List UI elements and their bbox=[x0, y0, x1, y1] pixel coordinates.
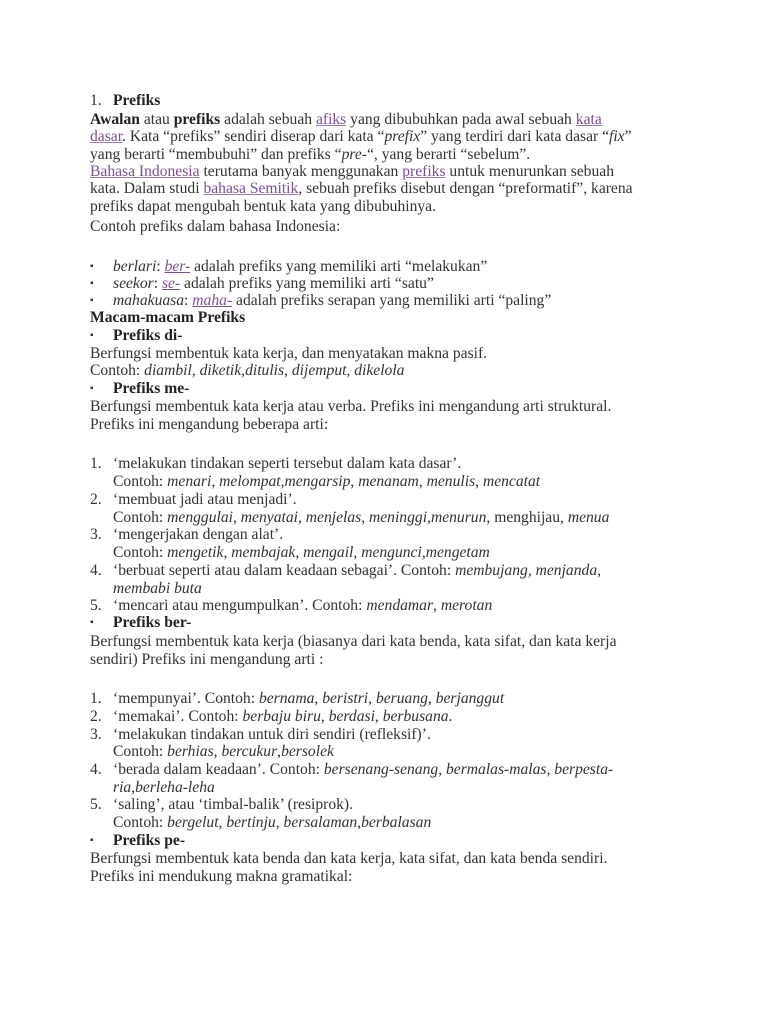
list-number: 2. bbox=[90, 708, 102, 725]
italic-text: berlari bbox=[113, 258, 157, 275]
text: atau bbox=[139, 111, 174, 128]
italic-text: dijemput bbox=[291, 362, 347, 379]
text-line bbox=[113, 814, 431, 832]
list-item bbox=[113, 526, 283, 544]
italic-text: berdasi bbox=[328, 708, 375, 725]
text: yang berarti “membubuhi” dan prefiks “ bbox=[90, 146, 342, 163]
text: , bbox=[433, 597, 441, 614]
text-line bbox=[90, 416, 328, 434]
italic-text: mencatat bbox=[482, 473, 541, 490]
text: . Kata “prefiks” sendiri diserap dari kata “ bbox=[122, 128, 385, 145]
list-number: 3. bbox=[90, 526, 102, 543]
text-line bbox=[90, 850, 607, 868]
bold-text: Awalan bbox=[90, 111, 140, 128]
text: ‘mencari atau mengumpulkan’. Contoh: bbox=[113, 597, 367, 614]
list-item bbox=[113, 708, 452, 726]
list-item bbox=[113, 761, 613, 779]
text-line bbox=[90, 868, 352, 886]
text: , bbox=[211, 473, 220, 490]
italic-text: beruang bbox=[375, 690, 428, 707]
text: , bbox=[275, 814, 284, 831]
link[interactable]: kata bbox=[575, 111, 602, 128]
text: yang dibubuhkan pada awal sebuah bbox=[346, 111, 576, 128]
text: ” bbox=[624, 128, 632, 145]
text-line bbox=[113, 509, 609, 527]
text: : bbox=[156, 258, 165, 275]
italic-text: berjanggut bbox=[435, 690, 505, 707]
italic-text: menggulai bbox=[167, 509, 233, 526]
italic-text: mengetam bbox=[425, 544, 490, 561]
italic-text: merotan bbox=[440, 597, 493, 614]
text: , bbox=[295, 544, 304, 561]
text: : bbox=[184, 292, 193, 309]
bullet-icon: ▪ bbox=[90, 330, 94, 341]
italic-text: mahakuasa bbox=[113, 292, 185, 309]
text: Contoh: bbox=[113, 544, 168, 561]
text: adalah sebuah bbox=[220, 111, 316, 128]
list-item bbox=[113, 327, 182, 345]
italic-text: berhias bbox=[167, 743, 214, 760]
text: Contoh: bbox=[113, 814, 168, 831]
bold-text: Macam-macam Prefiks bbox=[90, 309, 246, 326]
text: , bbox=[357, 814, 362, 831]
italic-text: fix bbox=[609, 128, 625, 145]
list-number: 4. bbox=[90, 761, 102, 778]
text: ‘mengerjakan dengan alat’. bbox=[113, 526, 284, 543]
text: , bbox=[353, 544, 362, 561]
italic-text: bermalas-malas bbox=[446, 761, 547, 778]
list-number: 4. bbox=[90, 562, 102, 579]
link[interactable]: bahasa Semitik bbox=[203, 180, 299, 197]
list-item bbox=[113, 92, 160, 110]
italic-text: diketik bbox=[199, 362, 242, 379]
text: Contoh: bbox=[113, 509, 168, 526]
text: , sebuah prefiks disebut dengan “preformatif”, karena bbox=[298, 180, 633, 197]
text: . bbox=[448, 708, 453, 725]
italic-text: membujang, menjanda, bbox=[455, 562, 602, 579]
text: , bbox=[280, 473, 285, 490]
italic-text: meninggi bbox=[369, 509, 428, 526]
italic-text: bersolek bbox=[281, 743, 334, 760]
text-line bbox=[90, 633, 617, 651]
list-item bbox=[113, 726, 431, 744]
text: prefiks dapat mengubah bentuk kata yang dibubuhinya. bbox=[90, 198, 437, 215]
italic-text: menua bbox=[567, 509, 610, 526]
italic-text: prefix bbox=[384, 128, 421, 145]
italic-text: membajak bbox=[231, 544, 296, 561]
text: Contoh prefiks dalam bahasa Indonesia: bbox=[90, 218, 341, 235]
text: , bbox=[438, 761, 446, 778]
text: terutama banyak menggunakan bbox=[199, 163, 403, 180]
link[interactable]: se- bbox=[161, 275, 181, 292]
text: , bbox=[131, 779, 136, 796]
list-number: 1. bbox=[90, 690, 102, 707]
italic-text: ditulis bbox=[245, 362, 285, 379]
text: ” yang terdiri dari kata dasar “ bbox=[420, 128, 609, 145]
text: , bbox=[241, 362, 246, 379]
text: ‘membuat jadi atau menjadi’. bbox=[113, 491, 297, 508]
text: “, yang berarti “sebelum”. bbox=[366, 146, 531, 163]
bullet-icon: ▪ bbox=[90, 295, 94, 306]
bold-text: prefiks bbox=[173, 111, 221, 128]
text: Berfungsi membentuk kata kerja, dan menyatakan makna pasif. bbox=[90, 345, 488, 362]
italic-text: berbusana bbox=[382, 708, 449, 725]
text: , bbox=[277, 743, 282, 760]
text-line bbox=[90, 180, 633, 198]
text: adalah prefiks serapan yang memiliki arti “paling” bbox=[232, 292, 552, 309]
text: , bbox=[475, 473, 483, 490]
text: , bbox=[213, 743, 222, 760]
text-line bbox=[90, 111, 602, 129]
text: , bbox=[218, 814, 227, 831]
list-number: 5. bbox=[90, 597, 102, 614]
text-line bbox=[90, 146, 530, 164]
text: ‘berbuat seperti atau dalam keadaan sebagai’. Contoh: bbox=[113, 562, 456, 579]
list-item bbox=[113, 614, 191, 632]
text: , bbox=[284, 362, 292, 379]
bold-text: Prefiks me- bbox=[113, 380, 190, 397]
text: , bbox=[350, 473, 359, 490]
italic-text: bernama bbox=[258, 690, 315, 707]
italic-text: diambil bbox=[144, 362, 192, 379]
text: , bbox=[374, 708, 383, 725]
text: , bbox=[368, 690, 376, 707]
text: Contoh: bbox=[113, 473, 168, 490]
text: adalah prefiks yang memiliki arti “melakukan” bbox=[190, 258, 488, 275]
italic-text: mengunci bbox=[361, 544, 422, 561]
italic-text: mengetik bbox=[167, 544, 224, 561]
list-number: 2. bbox=[90, 491, 102, 508]
text: Contoh: bbox=[90, 362, 145, 379]
text: , bbox=[421, 544, 426, 561]
text: ‘berada dalam keadaan’. Contoh: bbox=[113, 761, 324, 778]
text-line bbox=[90, 651, 323, 669]
italic-text: berbalasan bbox=[361, 814, 432, 831]
text: Berfungsi membentuk kata kerja atau verba. Prefiks ini mengandung arti struktural. bbox=[90, 398, 612, 415]
link[interactable]: prefiks bbox=[402, 163, 446, 180]
bold-text: Prefiks di- bbox=[113, 327, 183, 344]
text-line bbox=[113, 779, 215, 797]
text: Prefiks ini mengandung beberapa arti: bbox=[90, 416, 329, 433]
text: , bbox=[427, 509, 431, 526]
italic-text: bertinju bbox=[226, 814, 276, 831]
italic-text: menjelas bbox=[305, 509, 362, 526]
italic-text: mengarsip bbox=[284, 473, 351, 490]
italic-text: menari bbox=[167, 473, 212, 490]
list-number: 5. bbox=[90, 796, 102, 813]
text: , bbox=[223, 544, 232, 561]
text: , bbox=[546, 761, 555, 778]
text: Prefiks ini mendukung makna gramatikal: bbox=[90, 868, 353, 885]
text: , bbox=[314, 690, 323, 707]
text-line bbox=[90, 128, 632, 146]
bullet-icon: ▪ bbox=[90, 278, 94, 289]
link[interactable]: afiks bbox=[315, 111, 347, 128]
italic-text: melompat bbox=[219, 473, 281, 490]
text: ‘saling’, atau ‘timbal-balik’ (resiprok). bbox=[113, 796, 354, 813]
bullet-icon: ▪ bbox=[90, 835, 94, 846]
bold-text: Prefiks bbox=[113, 92, 161, 109]
link[interactable]: ber- bbox=[164, 258, 191, 275]
italic-text: menurun bbox=[430, 509, 487, 526]
list-item bbox=[113, 292, 551, 310]
link[interactable]: maha- bbox=[192, 292, 233, 309]
list-item bbox=[113, 562, 601, 580]
text-line bbox=[90, 218, 340, 236]
italic-text: menulis bbox=[426, 473, 476, 490]
text-line bbox=[90, 362, 404, 380]
text-line bbox=[113, 473, 540, 491]
text: Berfungsi membentuk kata kerja (biasanya dari kata benda, kata sifat, dan kata kerja bbox=[90, 633, 617, 650]
text-line bbox=[90, 345, 487, 363]
text: , bbox=[233, 509, 241, 526]
bullet-icon: ▪ bbox=[90, 617, 94, 628]
italic-text: dikelola bbox=[354, 362, 405, 379]
list-item bbox=[113, 380, 189, 398]
list-item bbox=[113, 275, 434, 293]
text-line bbox=[113, 544, 490, 562]
italic-text: bergelut bbox=[167, 814, 219, 831]
bullet-icon: ▪ bbox=[90, 261, 94, 272]
text: adalah prefiks yang memiliki arti “satu” bbox=[180, 275, 434, 292]
text: ‘melakukan tindakan seperti tersebut dalam kata dasar’. bbox=[113, 455, 462, 472]
bullet-icon: ▪ bbox=[90, 383, 94, 394]
text: , bbox=[297, 509, 306, 526]
text-line bbox=[90, 163, 614, 181]
text: , bbox=[320, 708, 329, 725]
list-item bbox=[113, 455, 461, 473]
text-line bbox=[90, 309, 245, 327]
text: ‘melakukan tindakan untuk diri sendiri (refleksif)’. bbox=[113, 726, 431, 743]
list-item bbox=[113, 796, 353, 814]
bold-text: Prefiks pe- bbox=[113, 832, 186, 849]
italic-text: mendamar bbox=[366, 597, 434, 614]
italic-text: ria bbox=[113, 779, 132, 796]
list-item bbox=[113, 491, 297, 509]
text-line bbox=[113, 580, 202, 598]
list-number: 1. bbox=[90, 92, 102, 109]
italic-text: beristri bbox=[322, 690, 369, 707]
list-item bbox=[113, 258, 487, 276]
italic-text: menyatai bbox=[240, 509, 298, 526]
italic-text: berleha-leha bbox=[135, 779, 215, 796]
text: kata. Dalam studi bbox=[90, 180, 204, 197]
text-line bbox=[113, 743, 334, 761]
italic-text: bersalaman bbox=[283, 814, 358, 831]
italic-text: seekor bbox=[113, 275, 154, 292]
text-line bbox=[90, 398, 611, 416]
italic-text: mengail bbox=[303, 544, 354, 561]
text: untuk menurunkan sebuah bbox=[445, 163, 614, 180]
italic-text: bercukur bbox=[221, 743, 278, 760]
list-number: 3. bbox=[90, 726, 102, 743]
list-item bbox=[113, 597, 492, 615]
italic-text: membabi buta bbox=[113, 580, 202, 597]
text: , menghijau, bbox=[486, 509, 568, 526]
italic-text: bersenang-senang bbox=[323, 761, 439, 778]
list-item bbox=[113, 832, 185, 850]
text: ‘mempunyai’. Contoh: bbox=[113, 690, 259, 707]
text: , bbox=[346, 362, 355, 379]
link[interactable]: Bahasa Indonesia bbox=[90, 163, 200, 180]
text-line bbox=[90, 198, 436, 216]
text: Contoh: bbox=[113, 743, 168, 760]
italic-text: berbaju biru bbox=[242, 708, 321, 725]
text: , bbox=[191, 362, 200, 379]
italic-text: menanam bbox=[358, 473, 419, 490]
bold-text: Prefiks ber- bbox=[113, 614, 192, 631]
text: , bbox=[427, 690, 436, 707]
text: sendiri) Prefiks ini mengandung arti : bbox=[90, 651, 324, 668]
italic-text: pre- bbox=[341, 146, 367, 163]
list-number: 1. bbox=[90, 455, 102, 472]
text: , bbox=[361, 509, 369, 526]
text: ‘memakai’. Contoh: bbox=[113, 708, 243, 725]
list-item bbox=[113, 690, 504, 708]
text: Berfungsi membentuk kata benda dan kata kerja, kata sifat, dan kata benda sendiri. bbox=[90, 850, 608, 867]
text: , bbox=[418, 473, 427, 490]
text: : bbox=[153, 275, 162, 292]
link[interactable]: dasar bbox=[90, 128, 123, 145]
italic-text: berpesta- bbox=[554, 761, 614, 778]
